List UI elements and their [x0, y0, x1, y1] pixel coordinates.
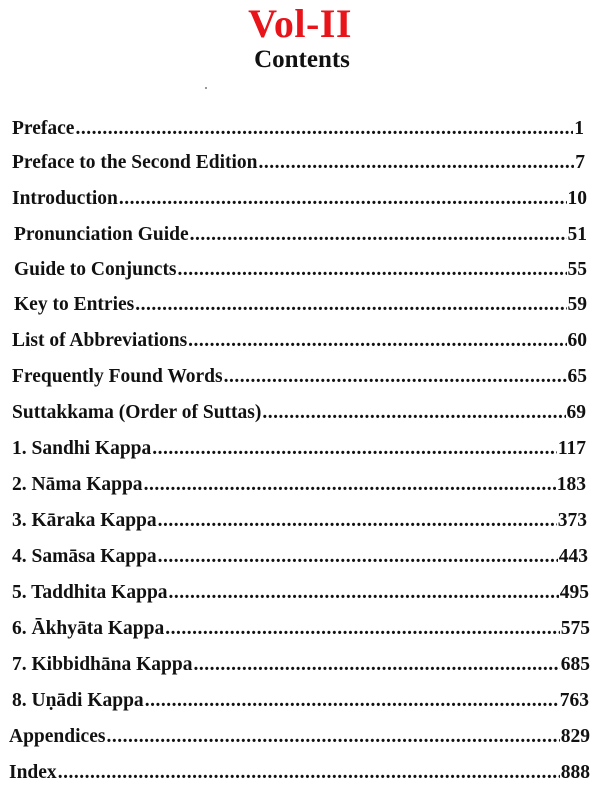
toc-entry [12, 542, 588, 572]
toc-leader-dots [259, 148, 575, 178]
toc-leader-dots [188, 326, 566, 356]
toc-leader-dots [75, 114, 573, 144]
toc-leader-dots [193, 650, 559, 680]
toc-leader-dots [144, 470, 556, 500]
toc-leader-dots [178, 255, 567, 285]
toc-entry [12, 686, 589, 716]
toc-entry [9, 722, 590, 752]
toc-entry [12, 184, 587, 214]
toc-leader-dots [58, 758, 560, 788]
toc-entry-page-number: 69 [566, 402, 586, 423]
toc-entry-label: Index [9, 762, 57, 783]
toc-entry-page-number: 1 [574, 118, 584, 139]
toc-entry [12, 506, 587, 536]
toc-entry-label: Pronunciation Guide [14, 224, 189, 245]
toc-leader-dots [106, 722, 559, 752]
toc-entry-page-number: 685 [560, 654, 590, 675]
toc-entry-label: Guide to Conjuncts [14, 259, 177, 280]
toc-leader-dots [158, 542, 558, 572]
toc-entry [12, 362, 587, 392]
toc-entry [9, 758, 590, 788]
toc-leader-dots [262, 398, 565, 428]
toc-entry-label: 2. Nāma Kappa [12, 474, 143, 495]
toc-entry-page-number: 495 [559, 582, 589, 603]
toc-leader-dots [165, 614, 560, 644]
toc-entry-label: List of Abbreviations [12, 330, 188, 351]
toc-entry-page-number: 575 [560, 618, 590, 639]
toc-leader-dots [158, 506, 557, 536]
toc-entry-page-number: 65 [567, 366, 587, 387]
toc-entry-page-number: 443 [558, 546, 588, 567]
toc-entry [12, 578, 589, 608]
toc-entry-label: 7. Kibbidhāna Kappa [12, 654, 193, 675]
toc-leader-dots [145, 686, 559, 716]
toc-entry-label: 8. Uṇādi Kappa [12, 690, 144, 711]
toc-entry-label: Introduction [12, 188, 118, 209]
toc-entry-label: Preface to the Second Edition [12, 152, 258, 173]
toc-entry-page-number: 55 [567, 259, 587, 280]
toc-entry-label: 1. Sandhi Kappa [12, 438, 152, 459]
volume-heading: Vol-II [248, 1, 352, 46]
toc-leader-dots [119, 184, 567, 214]
toc-entry [12, 326, 587, 356]
toc-entry-page-number: 829 [560, 726, 590, 747]
toc-entry [14, 290, 587, 320]
toc-entry-page-number: 60 [567, 330, 587, 351]
toc-entry [12, 650, 590, 680]
toc-entry-label: 5. Taddhita Kappa [12, 582, 168, 603]
toc-entry-label: Frequently Found Words [12, 366, 223, 387]
toc-entry [14, 255, 587, 285]
toc-entry-page-number: 51 [567, 224, 587, 245]
toc-entry-page-number: 888 [560, 762, 590, 783]
toc-leader-dots [224, 362, 567, 392]
toc-entry-page-number: 763 [559, 690, 589, 711]
toc-entry-label: Preface [12, 118, 75, 139]
toc-entry-page-number: 183 [556, 474, 586, 495]
toc-entry-label: Appendices [9, 726, 106, 747]
toc-entry [12, 470, 586, 500]
toc-entry [12, 398, 586, 428]
toc-entry [12, 614, 590, 644]
toc-leader-dots [152, 434, 557, 464]
toc-entry-page-number: 7 [575, 152, 585, 173]
toc-leader-dots [190, 220, 567, 250]
toc-entry [14, 220, 587, 250]
toc-entry-label: 6. Ākhyāta Kappa [12, 618, 165, 639]
toc-entry-page-number: 59 [567, 294, 587, 315]
toc-entry-page-number: 117 [557, 438, 586, 459]
toc-entry [12, 434, 586, 464]
toc-entry-label: 3. Kāraka Kappa [12, 510, 157, 531]
toc-entry-label: Suttakkama (Order of Suttas) [12, 402, 262, 423]
toc-entry-label: Key to Entries [14, 294, 135, 315]
toc-leader-dots [169, 578, 559, 608]
contents-title: Contents [254, 46, 350, 73]
toc-entry [12, 114, 584, 144]
toc-entry-label: 4. Samāsa Kappa [12, 546, 157, 567]
toc-leader-dots [135, 290, 566, 320]
toc-entry-page-number: 373 [557, 510, 587, 531]
toc-entry-page-number: 10 [567, 188, 587, 209]
toc-entry [12, 148, 585, 178]
